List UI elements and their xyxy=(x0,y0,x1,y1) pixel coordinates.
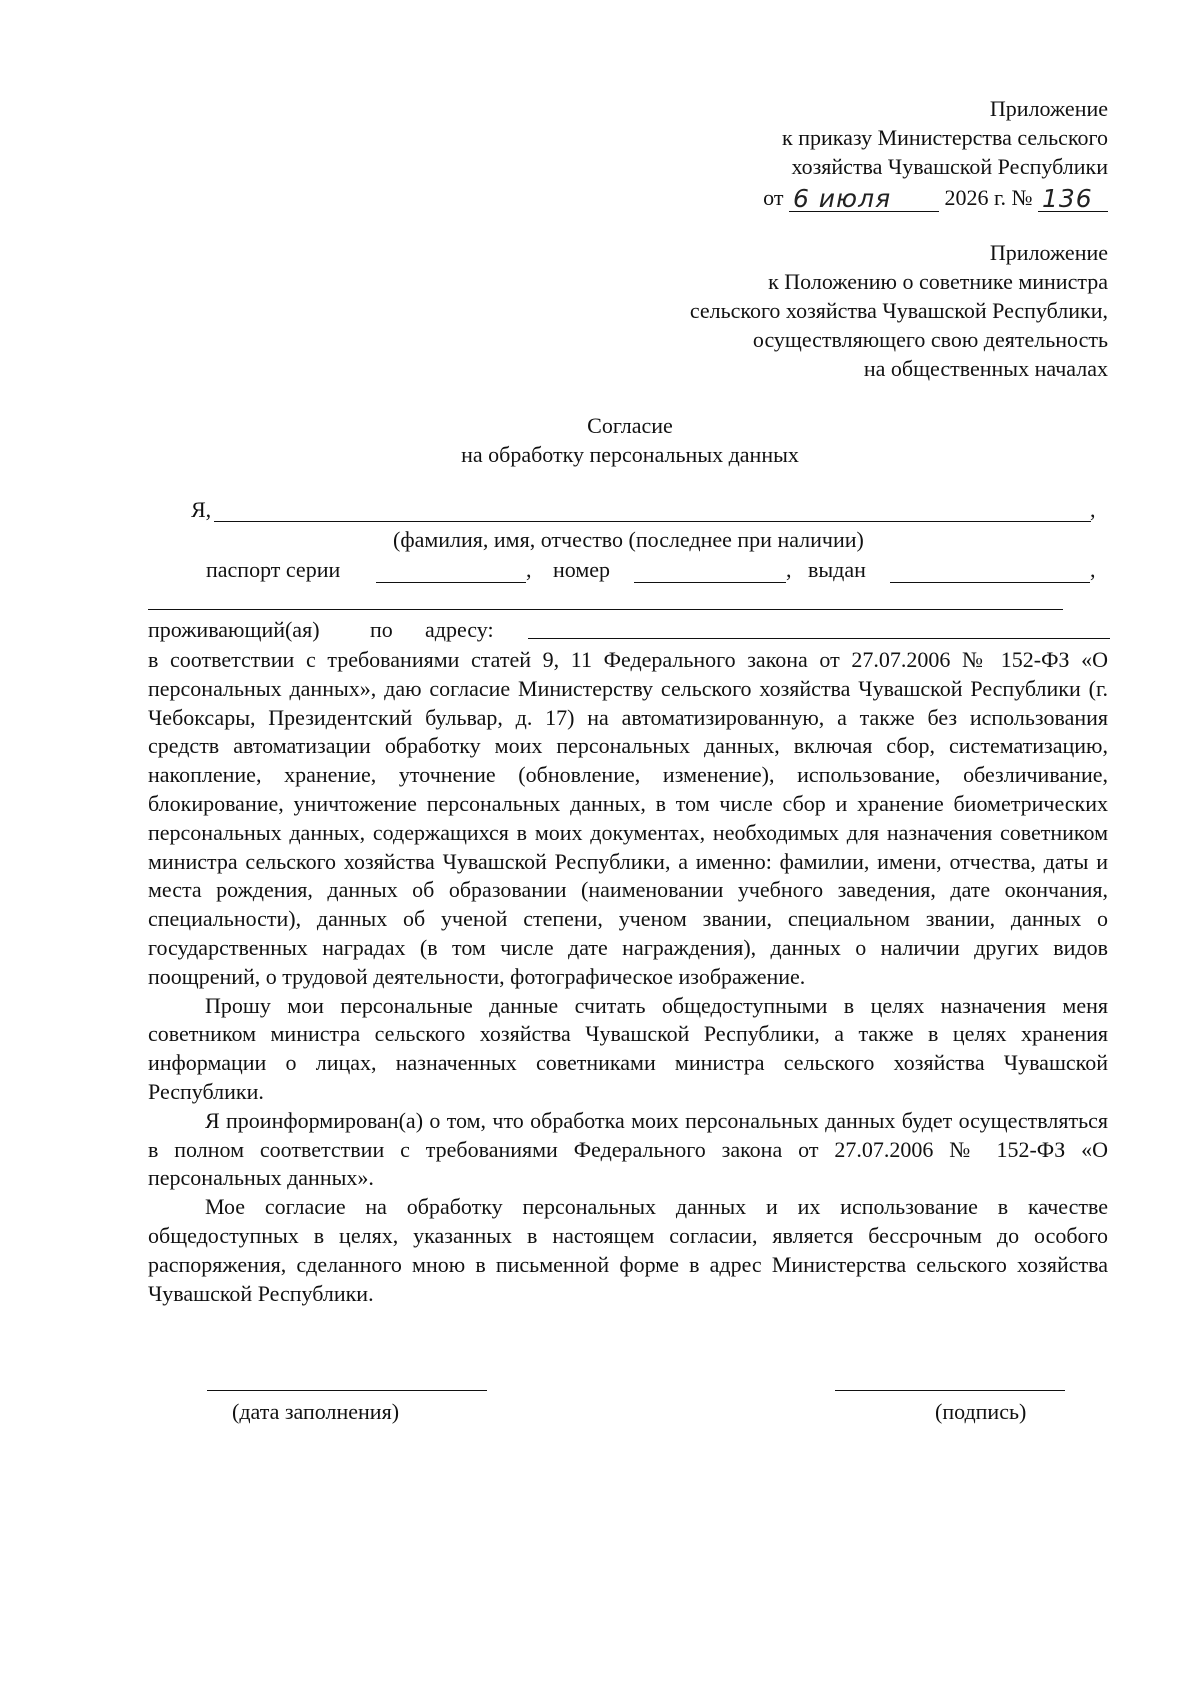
appendix-line: на общественных началах xyxy=(863,356,1108,381)
i-label: Я, xyxy=(191,497,212,522)
order-number-field xyxy=(1038,184,1108,213)
address-label-word: по xyxy=(370,617,393,642)
consent-paragraph: в соответствии с требованиями статей 9, 11 Федерального закона от 27.07.2006 № 152-ФЗ «О персональных данных», даю согласие Министерству сельского хозяйства Чувашской Республики (г. Чебоксары, Президентский бульвар, д. 17) на автоматизированную, а также без использования средств автоматизации обработку моих персональных данных, включая сбор, систематизацию, накопление, хранение, уточнение (обновление, изменение), использование, обезличивание, блокирование, уничтожение персональных данных, в том числе сбор и хранение биометрических персональных данных, содержащихся в моих документах, необходимых для назначения советником министра сельского хозяйства Чувашской Республики, а именно: фамилии, имени, отчества, даты и места рождения, данных об образовании (наименовании учебного заведения, дате окончания, специальности), данных об ученой степени, ученом звании, специальном звании, данных о государственных наградах (в том числе дате награждения), данных о наличии других видов поощрений, о трудовой деятельности, фотографическое изображение. xyxy=(148,647,1108,989)
date-field xyxy=(789,184,939,213)
appendix-title: Приложение xyxy=(989,240,1108,265)
address-label-word: адресу: xyxy=(425,617,494,642)
consent-paragraph: Я проинформирован(а) о том, что обработка моих персональных данных будет осуществляться в полном соответствии с требованиями Федерального закона от 27.07.2006 № 152-ФЗ «О персональных данных». xyxy=(148,1107,1108,1191)
passport-number-blank xyxy=(634,582,786,583)
date-caption: (дата заполнения) xyxy=(232,1399,400,1424)
comma: , xyxy=(526,557,532,582)
regulation-appendix-header xyxy=(690,238,1108,383)
address-blank-line xyxy=(528,638,1110,639)
appendix-line: хозяйства Чувашской Республики xyxy=(791,154,1108,179)
signature-line xyxy=(835,1390,1065,1391)
appendix-line: к приказу Министерства сельского xyxy=(782,125,1108,150)
passport-number-label: номер xyxy=(553,557,611,582)
appendix-line: осуществляющего свою деятельность xyxy=(752,327,1108,352)
date-prefix: от xyxy=(763,185,784,210)
document-subtitle: на обработку персональных данных xyxy=(461,442,799,467)
issued-by-continuation-line xyxy=(148,609,1063,610)
comma: , xyxy=(1090,557,1096,582)
fio-blank-line xyxy=(214,521,1091,522)
year-text: 2026 г. № xyxy=(944,185,1033,210)
consent-body xyxy=(148,646,1108,1308)
passport-series-blank xyxy=(376,582,526,583)
appendix-line: к Положению о советнике министра xyxy=(768,269,1108,294)
passport-issued-blank xyxy=(890,582,1090,583)
date-fill-line xyxy=(207,1390,487,1391)
document-title: Согласие xyxy=(587,413,673,438)
passport-issued-label: выдан xyxy=(808,557,866,582)
handwritten-date: 6 июля xyxy=(792,184,892,213)
appendix-title: Приложение xyxy=(989,96,1108,121)
order-date-line xyxy=(763,183,1108,212)
order-appendix-header xyxy=(763,94,1108,212)
fio-caption: (фамилия, имя, отчество (последнее при наличии) xyxy=(393,527,864,552)
fio-comma: , xyxy=(1090,497,1096,522)
appendix-line: сельского хозяйства Чувашской Республики, xyxy=(689,298,1108,323)
address-label-word: проживающий(ая) xyxy=(148,617,320,642)
handwritten-number: 136 xyxy=(1042,184,1093,213)
consent-paragraph: Мое согласие на обработку персональных данных и их использование в качестве общедоступных в целях, указанных в настоящем согласии, является бессрочным до особого распоряжения, сделанного мною в письменной форме в адрес Министерства сельского хозяйства Чувашской Республики. xyxy=(148,1194,1108,1306)
signature-caption: (подпись) xyxy=(935,1399,1027,1424)
passport-series-label: паспорт серии xyxy=(206,557,341,582)
comma: , xyxy=(786,557,792,582)
consent-paragraph: Прошу мои персональные данные считать общедоступными в целях назначения меня советником министра сельского хозяйства Чувашской Республики, а также в целях хранения информации о лицах, назначенных советниками министра сельского хозяйства Чувашской Республики. xyxy=(148,992,1108,1104)
